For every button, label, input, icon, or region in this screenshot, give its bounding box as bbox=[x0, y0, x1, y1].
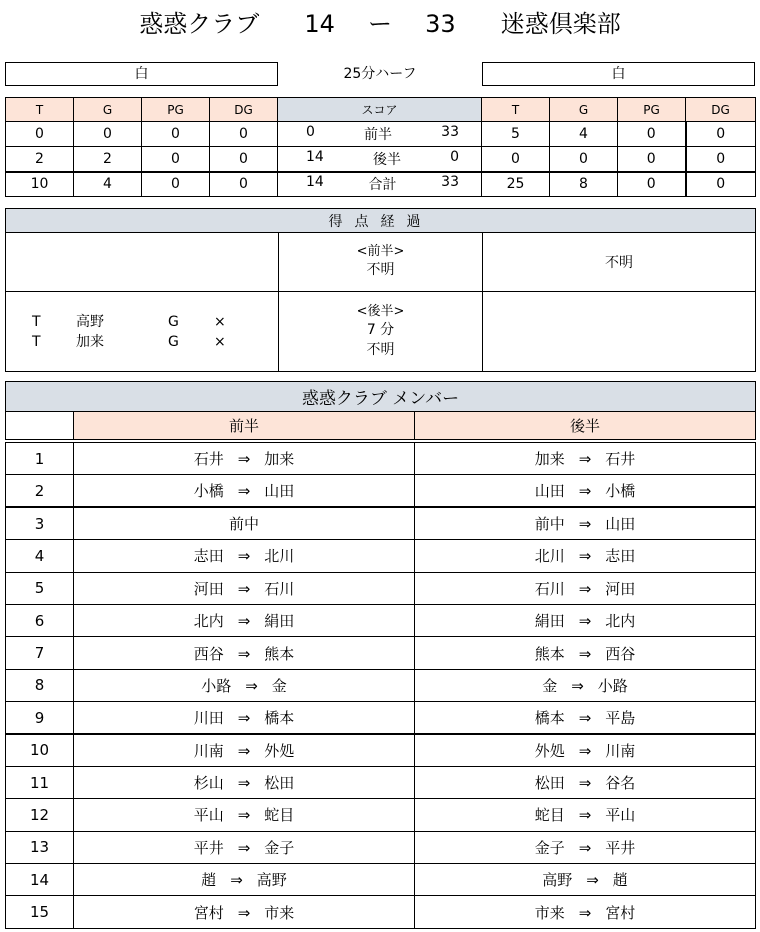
member-row bbox=[6, 831, 756, 863]
player-name: 加来 bbox=[534, 450, 565, 469]
second-half-label: <後半> bbox=[356, 303, 405, 319]
player-name: 石川 bbox=[264, 579, 295, 598]
player-name: 絹田 bbox=[264, 612, 295, 631]
player-name: 平島 bbox=[605, 709, 636, 728]
player-name: 北川 bbox=[264, 547, 295, 566]
period-label: 前半 bbox=[364, 127, 393, 143]
kick-result: × bbox=[214, 333, 226, 350]
second-half-players bbox=[415, 669, 756, 701]
player-name: 外処 bbox=[264, 741, 295, 760]
position-number: 9 bbox=[6, 702, 74, 734]
score-cell: 8 bbox=[550, 172, 618, 197]
player-name: 松田 bbox=[264, 774, 295, 793]
player-name: 金 bbox=[542, 676, 558, 695]
score-cell: 5 bbox=[482, 122, 550, 147]
member-row bbox=[6, 540, 756, 572]
score-cell: 0 bbox=[142, 147, 210, 172]
scorer-entry bbox=[32, 312, 278, 332]
score-summary bbox=[278, 122, 482, 147]
first-half-label: <前半> bbox=[356, 244, 405, 259]
substitution-arrow-icon: ⇒ bbox=[237, 838, 251, 857]
first-half-players bbox=[74, 443, 415, 475]
score-cell: 0 bbox=[550, 147, 618, 172]
player-name: 平井 bbox=[193, 838, 224, 857]
score-cell: 0 bbox=[618, 147, 686, 172]
player-name: 前中 bbox=[228, 515, 259, 534]
score-row-first-half bbox=[6, 122, 756, 147]
position-number: 5 bbox=[6, 572, 74, 604]
player-name: 小路 bbox=[597, 676, 628, 695]
kick-result: × bbox=[214, 313, 226, 330]
second-half-players bbox=[415, 734, 756, 766]
player-name: 加来 bbox=[264, 450, 295, 469]
substitution-arrow-icon: ⇒ bbox=[578, 806, 592, 825]
away-col-header: G bbox=[550, 98, 618, 122]
second-half-value: 不明 bbox=[366, 341, 395, 358]
position-number: 14 bbox=[6, 864, 74, 896]
substitution-arrow-icon: ⇒ bbox=[245, 676, 258, 695]
player-name: 小橋 bbox=[605, 482, 636, 501]
score-table bbox=[5, 97, 756, 197]
first-half-players bbox=[74, 572, 415, 604]
position-number: 7 bbox=[6, 637, 74, 669]
away-col-header: DG bbox=[686, 98, 756, 122]
first-half-players bbox=[74, 540, 415, 572]
home-col-header: PG bbox=[142, 98, 210, 122]
kick-type: G bbox=[168, 333, 179, 350]
score-cell: 0 bbox=[618, 122, 686, 147]
second-half-players bbox=[415, 507, 756, 539]
player-name: 宮村 bbox=[193, 903, 224, 922]
score-cell: 2 bbox=[74, 147, 142, 172]
player-name: 北川 bbox=[534, 547, 565, 566]
substitution-arrow-icon: ⇒ bbox=[578, 547, 592, 566]
kick-type: G bbox=[168, 313, 179, 330]
player-name: 絹田 bbox=[534, 612, 565, 631]
score-cell: 0 bbox=[618, 172, 686, 197]
player-name: 平山 bbox=[193, 806, 224, 825]
player-name: 河田 bbox=[605, 579, 636, 598]
member-row bbox=[6, 604, 756, 636]
player-name: 石井 bbox=[193, 450, 224, 469]
second-half-players bbox=[415, 572, 756, 604]
scoring-progress-table bbox=[5, 208, 756, 372]
score-cell: 0 bbox=[74, 122, 142, 147]
substitution-arrow-icon: ⇒ bbox=[578, 838, 592, 857]
player-name: 志田 bbox=[193, 547, 224, 566]
period-label: 合計 bbox=[368, 177, 397, 194]
away-score: 33 bbox=[425, 10, 456, 38]
scorer-name: 加来 bbox=[76, 333, 104, 350]
player-name: 松田 bbox=[534, 774, 565, 793]
substitution-arrow-icon: ⇒ bbox=[571, 676, 584, 695]
member-row bbox=[6, 637, 756, 669]
home-points: 14 bbox=[306, 148, 324, 165]
position-number: 6 bbox=[6, 604, 74, 636]
player-name: 趙 bbox=[612, 871, 628, 890]
player-name: 小路 bbox=[201, 676, 232, 695]
position-number: 13 bbox=[6, 831, 74, 863]
home-points: 14 bbox=[306, 174, 324, 191]
first-half-players bbox=[74, 604, 415, 636]
position-number: 15 bbox=[6, 896, 74, 928]
home-points: 0 bbox=[306, 124, 315, 140]
substitution-arrow-icon: ⇒ bbox=[237, 903, 251, 922]
player-name: 西谷 bbox=[605, 644, 636, 663]
position-number: 2 bbox=[6, 475, 74, 507]
score-type: T bbox=[32, 313, 41, 330]
member-table-title: 惑惑クラブ メンバー bbox=[6, 382, 756, 412]
position-number: 10 bbox=[6, 734, 74, 766]
member-row bbox=[6, 896, 756, 928]
second-half-header: 後半 bbox=[415, 412, 756, 440]
score-dash: ー bbox=[368, 10, 392, 38]
player-name: 北内 bbox=[193, 612, 224, 631]
score-cell: 0 bbox=[482, 147, 550, 172]
player-name: 市来 bbox=[534, 903, 565, 922]
first-half-players bbox=[74, 864, 415, 896]
second-half-players bbox=[415, 604, 756, 636]
second-half-players bbox=[415, 896, 756, 928]
substitution-arrow-icon: ⇒ bbox=[230, 871, 243, 890]
home-score: 14 bbox=[304, 10, 335, 38]
player-name: 平井 bbox=[605, 838, 636, 857]
member-row bbox=[6, 443, 756, 475]
score-cell: 4 bbox=[74, 172, 142, 197]
match-title bbox=[0, 6, 760, 42]
away-points: 33 bbox=[441, 124, 459, 140]
first-half-players bbox=[74, 766, 415, 798]
away-col-header: PG bbox=[618, 98, 686, 122]
home-col-header: DG bbox=[210, 98, 278, 122]
score-cell: 4 bbox=[550, 122, 618, 147]
away-points: 0 bbox=[450, 148, 459, 165]
second-half-players bbox=[415, 540, 756, 572]
player-name: 川田 bbox=[193, 709, 224, 728]
substitution-arrow-icon: ⇒ bbox=[578, 903, 592, 922]
scoring-progress-title: 得点経過 bbox=[6, 209, 756, 233]
position-number: 4 bbox=[6, 540, 74, 572]
player-name: 金 bbox=[271, 676, 287, 695]
first-half-players bbox=[74, 702, 415, 734]
player-name: 橋本 bbox=[264, 709, 295, 728]
player-name: 外処 bbox=[534, 741, 565, 760]
score-cell: 10 bbox=[6, 172, 74, 197]
second-half-players bbox=[415, 831, 756, 863]
score-cell: 0 bbox=[142, 122, 210, 147]
second-half-players bbox=[415, 702, 756, 734]
match-format: 25分ハーフ bbox=[343, 66, 417, 82]
away-points: 33 bbox=[441, 174, 459, 191]
away-second-half-scorers bbox=[483, 292, 756, 372]
score-summary bbox=[278, 147, 482, 172]
score-cell: 25 bbox=[482, 172, 550, 197]
member-row bbox=[6, 734, 756, 766]
player-name: 石川 bbox=[534, 579, 565, 598]
first-half-players bbox=[74, 637, 415, 669]
score-cell: 0 bbox=[686, 147, 756, 172]
substitution-arrow-icon: ⇒ bbox=[578, 579, 592, 598]
position-number: 11 bbox=[6, 766, 74, 798]
score-cell: 0 bbox=[210, 122, 278, 147]
position-number: 8 bbox=[6, 669, 74, 701]
second-half-time bbox=[279, 292, 483, 372]
substitution-arrow-icon: ⇒ bbox=[237, 741, 251, 760]
score-cell: 0 bbox=[686, 122, 756, 147]
substitution-arrow-icon: ⇒ bbox=[237, 450, 251, 469]
first-half-players bbox=[74, 507, 415, 539]
second-half-players bbox=[415, 864, 756, 896]
substitution-arrow-icon: ⇒ bbox=[237, 806, 251, 825]
score-row-total bbox=[6, 172, 756, 197]
player-name: 市来 bbox=[264, 903, 295, 922]
member-row bbox=[6, 799, 756, 831]
home-col-header: G bbox=[74, 98, 142, 122]
player-name: 高野 bbox=[256, 871, 287, 890]
second-half-players bbox=[415, 799, 756, 831]
player-name: 山田 bbox=[605, 515, 636, 534]
away-first-half-scorers: 不明 bbox=[483, 233, 756, 292]
player-name: 金子 bbox=[534, 838, 565, 857]
first-half-players bbox=[74, 831, 415, 863]
player-name: 蛇目 bbox=[264, 806, 295, 825]
away-jersey: 白 bbox=[482, 62, 755, 86]
member-row bbox=[6, 475, 756, 507]
score-cell: 2 bbox=[6, 147, 74, 172]
score-cell: 0 bbox=[210, 172, 278, 197]
substitution-arrow-icon: ⇒ bbox=[578, 644, 592, 663]
second-half-players bbox=[415, 443, 756, 475]
substitution-arrow-icon: ⇒ bbox=[237, 482, 251, 501]
score-summary bbox=[278, 172, 482, 197]
substitution-arrow-icon: ⇒ bbox=[578, 709, 592, 728]
position-number: 3 bbox=[6, 507, 74, 539]
first-half-players bbox=[74, 799, 415, 831]
player-name: 熊本 bbox=[534, 644, 565, 663]
period-label: 後半 bbox=[372, 151, 401, 168]
player-name: 前中 bbox=[534, 515, 565, 534]
player-name: 宮村 bbox=[605, 903, 636, 922]
second-half-players bbox=[415, 637, 756, 669]
player-name: 山田 bbox=[534, 482, 565, 501]
position-number: 1 bbox=[6, 443, 74, 475]
first-half-time bbox=[279, 233, 483, 292]
player-name: 杉山 bbox=[193, 774, 224, 793]
first-half-players bbox=[74, 669, 415, 701]
member-row bbox=[6, 702, 756, 734]
home-col-header: T bbox=[6, 98, 74, 122]
first-half-players bbox=[74, 475, 415, 507]
home-team-name: 惑惑クラブ bbox=[139, 10, 260, 38]
member-table bbox=[5, 381, 756, 929]
score-row-second-half bbox=[6, 147, 756, 172]
second-half-players bbox=[415, 475, 756, 507]
scorer-entry bbox=[32, 332, 278, 352]
score-cell: 0 bbox=[142, 172, 210, 197]
home-second-half-scorers bbox=[6, 292, 279, 372]
scorer-name: 高野 bbox=[76, 313, 104, 330]
home-first-half-scorers bbox=[6, 233, 279, 292]
score-cell: 0 bbox=[686, 172, 756, 197]
first-half-header: 前半 bbox=[74, 412, 415, 440]
player-name: 川南 bbox=[605, 741, 636, 760]
away-team-name: 迷惑倶楽部 bbox=[500, 10, 621, 38]
substitution-arrow-icon: ⇒ bbox=[237, 612, 251, 631]
player-name: 北内 bbox=[605, 612, 636, 631]
player-name: 川南 bbox=[193, 741, 224, 760]
player-name: 金子 bbox=[264, 838, 295, 857]
player-name: 熊本 bbox=[264, 644, 295, 663]
substitution-arrow-icon: ⇒ bbox=[237, 774, 251, 793]
member-row bbox=[6, 669, 756, 701]
player-name: 谷名 bbox=[605, 774, 636, 793]
substitution-arrow-icon: ⇒ bbox=[586, 871, 599, 890]
substitution-arrow-icon: ⇒ bbox=[237, 579, 251, 598]
first-half-value: 不明 bbox=[366, 262, 395, 278]
player-name: 志田 bbox=[605, 547, 636, 566]
score-col-header: スコア bbox=[278, 98, 482, 122]
score-type: T bbox=[32, 333, 41, 350]
substitution-arrow-icon: ⇒ bbox=[578, 741, 592, 760]
player-name: 山田 bbox=[264, 482, 295, 501]
second-half-players bbox=[415, 766, 756, 798]
away-col-header: T bbox=[482, 98, 550, 122]
player-name: 小橋 bbox=[193, 482, 224, 501]
score-cell: 0 bbox=[6, 122, 74, 147]
member-row bbox=[6, 507, 756, 539]
substitution-arrow-icon: ⇒ bbox=[237, 644, 251, 663]
first-half-players bbox=[74, 896, 415, 928]
substitution-arrow-icon: ⇒ bbox=[578, 515, 592, 534]
substitution-arrow-icon: ⇒ bbox=[237, 709, 251, 728]
player-name: 蛇目 bbox=[534, 806, 565, 825]
first-half-players bbox=[74, 734, 415, 766]
player-name: 平山 bbox=[605, 806, 636, 825]
position-number: 12 bbox=[6, 799, 74, 831]
player-name: 趙 bbox=[201, 871, 217, 890]
player-name: 高野 bbox=[542, 871, 573, 890]
score-cell: 0 bbox=[210, 147, 278, 172]
substitution-arrow-icon: ⇒ bbox=[578, 450, 592, 469]
home-jersey: 白 bbox=[5, 62, 278, 86]
player-name: 河田 bbox=[193, 579, 224, 598]
substitution-arrow-icon: ⇒ bbox=[578, 774, 592, 793]
substitution-arrow-icon: ⇒ bbox=[578, 482, 592, 501]
player-name: 石井 bbox=[605, 450, 636, 469]
substitution-arrow-icon: ⇒ bbox=[578, 612, 592, 631]
second-half-value: 7 分 bbox=[366, 321, 395, 338]
member-row bbox=[6, 766, 756, 798]
player-name: 橋本 bbox=[534, 709, 565, 728]
member-no-header bbox=[6, 412, 74, 440]
member-row bbox=[6, 864, 756, 896]
member-rows bbox=[6, 443, 756, 929]
member-row bbox=[6, 572, 756, 604]
substitution-arrow-icon: ⇒ bbox=[237, 547, 251, 566]
player-name: 西谷 bbox=[193, 644, 224, 663]
